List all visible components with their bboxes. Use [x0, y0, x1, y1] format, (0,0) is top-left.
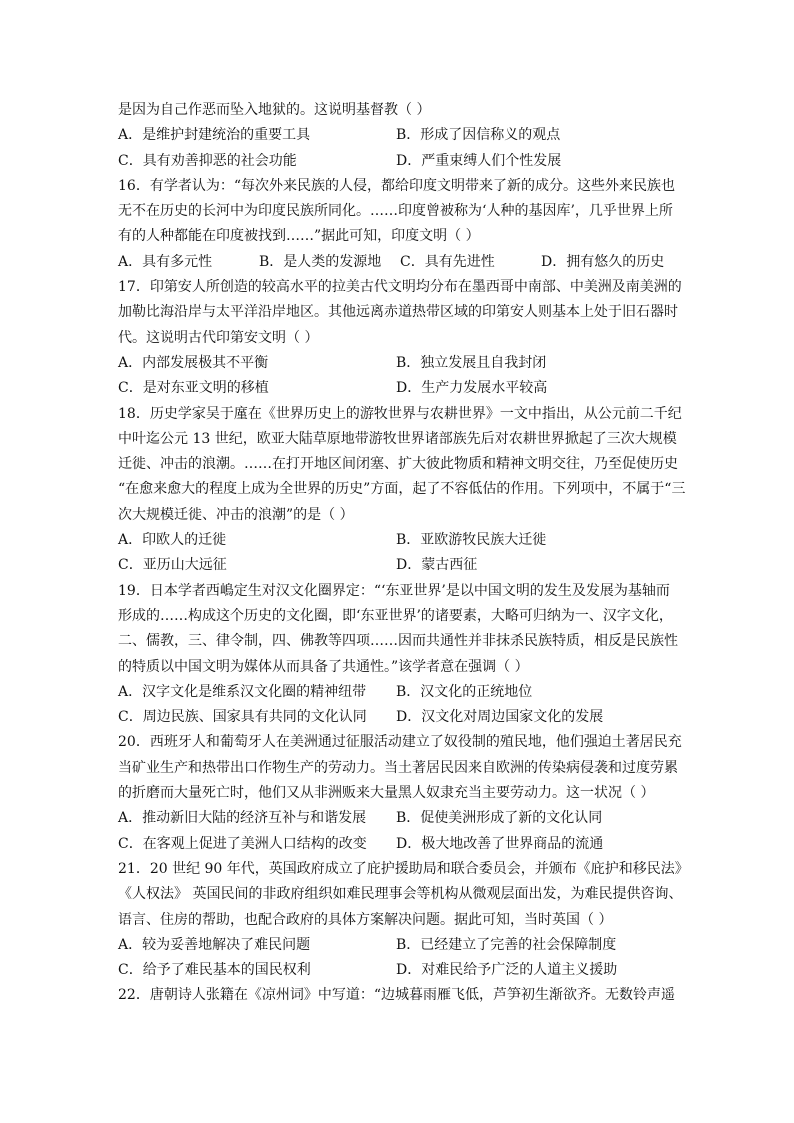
q20-stem-line1: 20．西班牙人和葡萄牙人在美洲通过征服活动建立了奴役制的殖民地，他们强迫土著居民充: [118, 734, 682, 751]
q20-stem-line3: 的折磨而大量死亡时，他们又从非洲贩来大量黑人奴隶充当主要劳动力。这一状况（ ）: [118, 785, 655, 802]
q21-stem-line1: 21．20 世纪 90 年代，英国政府成立了庇护援助局和联合委员会，并颁布《庇护和移民法》: [118, 860, 689, 877]
q21-option-d: D．对难民给予广泛的人道主义援助: [396, 962, 618, 979]
q18-options-row1: [118, 528, 684, 553]
q19-option-c: C．周边民族、国家具有共同的文化认同: [118, 709, 367, 726]
q19-stem-line4: 的特质以中国文明为媒体从而具备了共通性。”该学者意在强调（ ）: [118, 658, 529, 675]
q20-option-d: D．极大地改善了世界商品的流通: [396, 835, 604, 852]
q15-option-d: D．严重束缚人们个性发展: [396, 152, 562, 169]
q20-option-a: A．推动新旧大陆的经济互补与和谐发展: [118, 810, 367, 827]
q21-option-a: A．较为妥善地解决了难民问题: [118, 936, 311, 953]
q18-stem-line2: 中叶迄公元 13 世纪，欧亚大陆草原地带游牧世界诸部族先后对农耕世界掀起了三次大规模: [118, 430, 677, 447]
q15-options-row2: [118, 149, 684, 174]
q15-options-row1: [118, 123, 684, 148]
q19-stem-line3: 二、儒教，三、律令制，四、佛教等四项……因而共通性并非抹杀民族特质，相反是民族性: [118, 633, 678, 650]
q16-option-a: A．具有多元性: [118, 253, 213, 270]
q17-option-a: A．内部发展极其不平衡: [118, 354, 269, 371]
q19-options-row1: [118, 680, 684, 705]
q15-option-b: B．形成了因信称义的观点: [396, 127, 561, 144]
q16-stem-line1: 16．有学者认为：“每次外来民族的人侵，都给印度文明带来了新的成分。这些外来民族也: [118, 177, 675, 194]
q16-stem-line3: 有的人种都能在印度被找到……”据此可知，印度文明（ ）: [118, 228, 480, 245]
q20-options-row2: [118, 832, 684, 857]
q21-options-row1: [118, 933, 684, 958]
q18-options-row2: [118, 553, 684, 578]
q21-stem-line2: 《人权法》 英国民间的非政府组织如难民理事会等机构从微观层面出发，为难民提供咨询、: [118, 886, 683, 903]
q21-options-row2: [118, 958, 684, 983]
q17-stem-line3: 代。这说明古代印第安文明（ ）: [118, 329, 319, 346]
q16-option-b: B．是人类的发源地: [259, 253, 382, 270]
q17-option-c: C．是对东亚文明的移植: [118, 380, 269, 397]
q15-option-a: A．是维护封建统治的重要工具: [118, 127, 311, 144]
q15-option-c: C．具有劝善抑恶的社会功能: [118, 152, 297, 169]
q18-option-b: B．亚欧游牧民族大迁徙: [396, 532, 547, 549]
q18-option-a: A．印欧人的迁徙: [118, 532, 227, 549]
q18-option-d: D．蒙古西征: [396, 557, 478, 574]
q17-option-b: B．独立发展且自我封闭: [396, 354, 547, 371]
q19-stem-line1: 19．日本学者西嶋定生对汉文化圈界定：“‘东亚世界’是以中国文明的发生及发展为基轴而: [118, 582, 670, 599]
q18-option-c: C．亚历山大远征: [118, 557, 227, 574]
q20-options-row1: [118, 806, 684, 831]
q18-stem-line4: “在愈来愈大的程度上成为全世界的历史”方面，起了不容低估的作用。下列项中，不属于“三: [118, 481, 686, 498]
q19-options-row2: [118, 705, 684, 730]
q18-stem-line1: 18．历史学家吴于廑在《世界历史上的游牧世界与农耕世界》一文中指出，从公元前二千纪: [118, 405, 682, 422]
q19-option-d: D．汉文化对周边国家文化的发展: [396, 709, 604, 726]
q17-stem-line1: 17．印第安人所创造的较高水平的拉美古代文明均分布在墨西哥中南部、中美洲及南美洲的: [118, 279, 682, 296]
q20-option-b: B．促使美洲形成了新的文化认同: [396, 810, 603, 827]
q22-stem-line1: 22．唐朝诗人张籍在《凉州词》中写道：“边城暮雨雁飞低，芦笋初生渐欲齐。无数铃声遥: [118, 987, 675, 1004]
q16-options-row: [118, 250, 684, 275]
q20-stem-line2: 当矿业生产和热带出口作物生产的劳动力。当土著居民因来自欧洲的传染病侵袭和过度劳累: [118, 759, 678, 776]
q20-option-c: C．在客观上促进了美洲人口结构的改变: [118, 835, 367, 852]
q16-stem-line2: 无不在历史的长河中为印度民族所同化。……印度曾被称为‘人种的基因库’，几乎世界上所: [118, 203, 673, 220]
q15-stem-tail: 是因为自己作恶而坠入地狱的。这说明基督教（ ）: [118, 102, 431, 118]
q17-option-d: D．生产力发展水平较高: [396, 380, 548, 397]
q16-option-c: C．具有先进性: [400, 253, 495, 270]
q16-option-d: D．拥有悠久的历史: [541, 253, 665, 270]
q21-option-b: B．已经建立了完善的社会保障制度: [396, 936, 617, 953]
q17-options-row2: [118, 376, 684, 401]
q17-stem-line2: 加勒比海沿岸与太平洋沿岸地区。其他远离赤道热带区域的印第安人则基本上处于旧石器时: [118, 304, 678, 321]
q19-option-a: A．汉字文化是维系汉文化圈的精神纽带: [118, 683, 367, 700]
q21-option-c: C．给予了难民基本的国民权利: [118, 962, 311, 979]
exam-page: [118, 98, 689, 1009]
q18-stem-line5: 次大规模迁徙、冲击的浪潮”的是（ ）: [118, 506, 354, 523]
q18-stem-line3: 迁徙、冲击的浪潮。……在打开地区间闭塞、扩大彼此物质和精神文明交往，乃至促使历史: [118, 456, 678, 473]
q19-stem-line2: 形成的……构成这个历史的文化圈，即‘东亚世界’的诸要素，大略可归纳为一、汉字文化，: [118, 607, 673, 624]
q19-option-b: B．汉文化的正统地位: [396, 683, 533, 700]
q21-stem-line3: 语言、住房的帮助，也配合政府的具体方案解决问题。据此可知，当时英国（ ）: [118, 911, 613, 928]
q17-options-row1: [118, 351, 684, 376]
